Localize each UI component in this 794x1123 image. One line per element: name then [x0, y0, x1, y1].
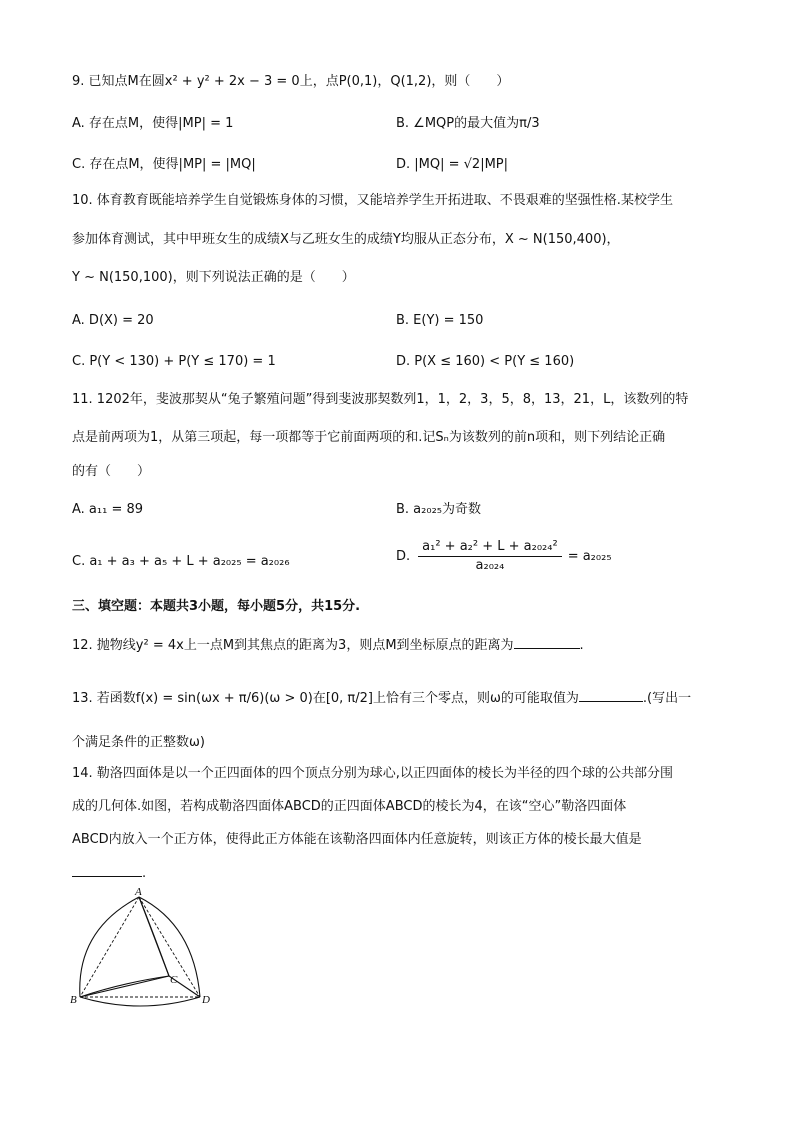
q11-option-a: A. a₁₁ = 89	[72, 502, 144, 517]
q14-line2: 成的几何体.如图，若构成勒洛四面体ABCD的正四面体ABCD的棱长为4，在该“空心”勒洛四面体	[72, 799, 627, 814]
q11-line2: 点是前两项为1，从第三项起，每一项都等于它前面两项的和.记Sₙ为该数列的前n项和，则下列结论正确	[72, 430, 666, 445]
arc-b-d	[80, 997, 200, 1006]
q9-option-c: C. 存在点M，使得|MP| = |MQ|	[72, 157, 256, 172]
q11-line1: 11. 1202年，斐波那契从“兔子繁殖问题”得到斐波那契数列1，1，2，3，5，8，13，21，L，该数列的特	[72, 392, 689, 407]
q11-option-d-fraction	[418, 538, 562, 575]
section-heading: 三、填空题：本题共3小题，每小题5分，共15分.	[72, 599, 361, 614]
q14-line1: 14. 勒洛四面体是以一个正四面体的四个顶点分别为球心,以正四面体的棱长为半径的四个球的公共部分围	[72, 766, 673, 781]
edge-a-c	[139, 897, 169, 976]
q14-line4	[72, 862, 146, 884]
q11-option-d-numerator: a₁² + a₂² + L + a₂₀₂₄²	[418, 538, 562, 557]
q12-answer-blank	[514, 634, 580, 649]
q11-option-d-label: D.	[396, 548, 411, 564]
q9-option-d: D. |MQ| = √2|MP|	[396, 157, 509, 172]
q14-period: .	[142, 866, 147, 881]
q11-option-d	[396, 538, 612, 575]
q10-option-a: A. D(X) = 20	[72, 313, 154, 328]
q11-option-d-rhs: = a₂₀₂₅	[567, 548, 612, 564]
q11-option-d-denominator: a₂₀₂₄	[475, 558, 505, 573]
q11-option-c: C. a₁ + a₃ + a₅ + L + a₂₀₂₅ = a₂₀₂₆	[72, 554, 290, 569]
q10-line1: 10. 体育教育既能培养学生自觉锻炼身体的习惯，又能培养学生开拓进取、不畏艰难的坚强性格.某校学生	[72, 193, 673, 208]
vertex-label-d: D	[202, 994, 210, 1006]
q10-line3: Y ~ N(150,100)，则下列说法正确的是（ ）	[72, 270, 355, 285]
q13-line1	[72, 687, 691, 709]
q11-option-b: B. a₂₀₂₅为奇数	[396, 502, 481, 517]
vertex-label-b: B	[70, 994, 77, 1006]
q12-period: .	[579, 638, 584, 653]
q14-answer-blank	[72, 862, 142, 877]
q9-option-a: A. 存在点M，使得|MP| = 1	[72, 116, 234, 131]
edge-b-c	[80, 976, 169, 997]
q14-line3: ABCD内放入一个正方体，使得此正方体能在该勒洛四面体内任意旋转，则该正方体的棱长最大值是	[72, 832, 642, 847]
q9-option-b: B. ∠MQP的最大值为π/3	[396, 116, 540, 131]
reuleaux-tetrahedron-figure	[66, 885, 216, 1015]
q10-option-c: C. P(Y < 130) + P(Y ≤ 170) = 1	[72, 354, 276, 369]
q13-text: 13. 若函数f(x) = sin(ωx + π/6)(ω > 0)在[0, π/2]上恰有三个零点，则ω的可能取值为	[72, 691, 579, 706]
q10-option-b: B. E(Y) = 150	[396, 313, 484, 328]
q13-answer-blank	[579, 687, 643, 702]
q10-line2: 参加体育测试，其中甲班女生的成绩X与乙班女生的成绩Y均服从正态分布，X ~ N(150,400)，	[72, 232, 620, 247]
vertex-label-c: C	[170, 974, 178, 986]
vertex-label-a: A	[135, 886, 142, 898]
q10-option-d: D. P(X ≤ 160) < P(Y ≤ 160)	[396, 354, 575, 369]
q12-line	[72, 634, 584, 656]
q11-line3: 的有（ ）	[72, 464, 151, 479]
q13-text-end: .(写出一	[642, 691, 692, 706]
q12-text: 12. 抛物线y² = 4x上一点M到其焦点的距离为3，则点M到坐标原点的距离为	[72, 638, 514, 653]
q9-stem: 9. 已知点M在圆x² + y² + 2x − 3 = 0上，点P(0,1)，Q(1,2)，则（ ）	[72, 74, 510, 89]
q13-line2: 个满足条件的正整数ω)	[72, 735, 205, 750]
